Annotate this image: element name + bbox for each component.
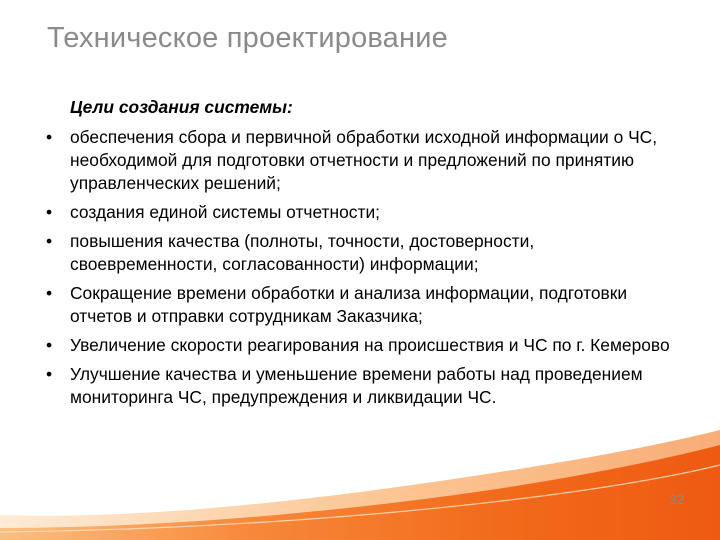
- orange-wave-decoration: [0, 420, 720, 540]
- goals-list: [44, 126, 684, 409]
- bullet-icon: •: [46, 335, 53, 355]
- bullet-icon: •: [46, 283, 53, 303]
- bullet-icon: •: [46, 231, 53, 251]
- bullet-icon: •: [46, 127, 53, 147]
- list-item: [44, 334, 684, 357]
- list-item-text: Увеличение скорости реагирования на происшествия и ЧС по г. Кемерово: [70, 335, 670, 355]
- list-item-text: обеспечения сбора и первичной обработки исходной информации о ЧС, необходимой для подготовки отчетности и предложений по принятию управленческих решений;: [70, 127, 658, 193]
- slide-body: [44, 96, 684, 415]
- list-item-text: Улучшение качества и уменьшение времени работы над проведением мониторинга ЧС, предупреждения и ликвидации ЧС.: [70, 364, 643, 407]
- section-heading: Цели создания системы:: [70, 97, 293, 117]
- page-number: 32: [669, 492, 684, 507]
- list-item: [44, 282, 684, 328]
- list-item-text: Сокращение времени обработки и анализа информации, подготовки отчетов и отправки сотрудникам Заказчика;: [70, 283, 628, 326]
- list-item-text: повышения качества (полноты, точности, достоверности, своевременности, согласованности) информации;: [70, 231, 535, 274]
- list-item-text: создания единой системы отчетности;: [70, 202, 381, 222]
- list-item: [44, 230, 684, 276]
- bullet-icon: •: [46, 202, 53, 222]
- list-item: [44, 363, 684, 409]
- list-item: [44, 126, 684, 195]
- page-title: Техническое проектирование: [47, 22, 448, 54]
- list-item: [44, 201, 684, 224]
- bullet-icon: •: [46, 364, 53, 384]
